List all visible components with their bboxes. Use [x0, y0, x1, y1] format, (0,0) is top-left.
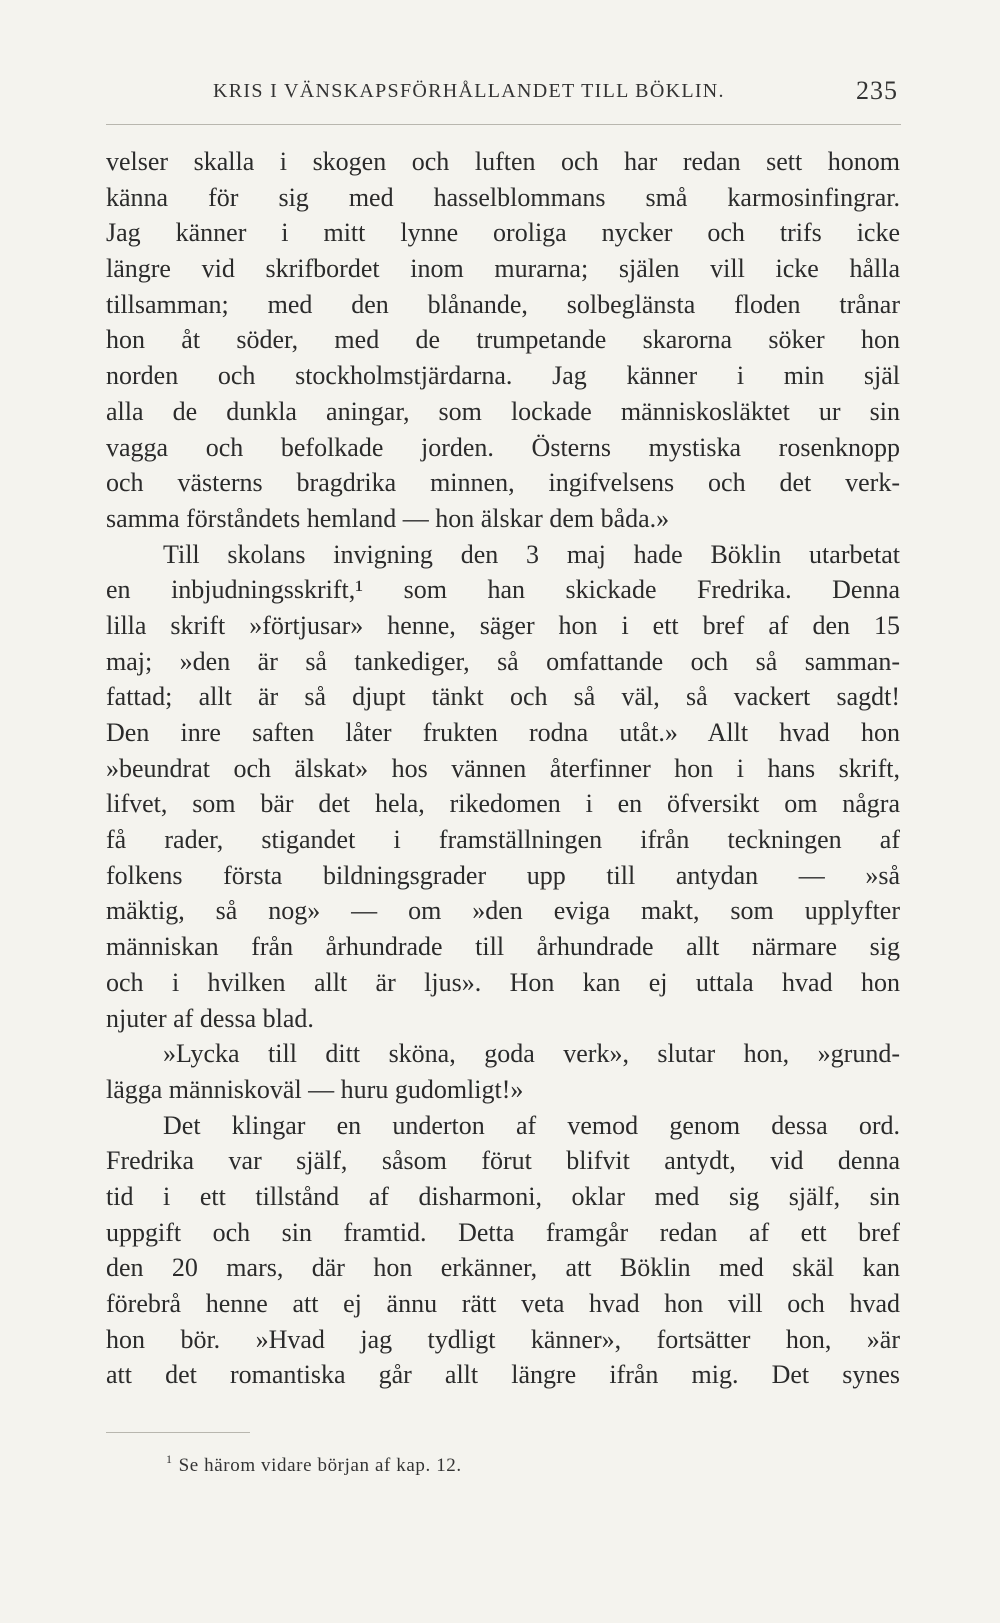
- text-line: att det romantiska går allt längre ifrån mig. Det synes: [106, 1360, 900, 1390]
- running-head: [213, 76, 898, 110]
- text-line: fattad; allt är så djupt tänkt och så väl, så vackert sagdt!: [106, 682, 900, 712]
- text-line: uppgift och sin framtid. Detta framgår redan af ett bref: [106, 1217, 900, 1247]
- text-line: den 20 mars, där hon erkänner, att Böklin med skäl kan: [106, 1253, 900, 1283]
- running-title: KRIS I VÄNSKAPSFÖRHÅLLANDET TILL BÖKLIN.: [213, 80, 725, 102]
- text-line: hon åt söder, med de trumpetande skarorna söker hon: [106, 325, 900, 355]
- text-line: lilla skrift »förtjusar» henne, säger hon i ett bref af den 15: [106, 610, 900, 640]
- text-line: en inbjudningsskrift,¹ som han skickade Fredrika. Denna: [106, 575, 900, 605]
- text-line: och i hvilken allt är ljus». Hon kan ej uttala hvad hon: [106, 967, 900, 997]
- text-line: vagga och befolkade jorden. Österns mystiska rosenknopp: [106, 432, 900, 462]
- text-line: få rader, stigandet i framställningen ifrån teckningen af: [106, 825, 900, 855]
- text-line: människan från århundrade till århundrade allt närmare sig: [106, 932, 900, 962]
- text-line: »Lycka till ditt sköna, goda verk», slutar hon, »grund-: [163, 1039, 900, 1069]
- text-line: tillsamman; med den blånande, solbeglänsta floden trånar: [106, 289, 900, 319]
- body-text: [106, 144, 900, 1393]
- footnote-marker: 1: [166, 1452, 173, 1466]
- text-line: Till skolans invigning den 3 maj hade Böklin utarbetat: [163, 539, 900, 569]
- header-rule: [106, 124, 901, 125]
- text-line: njuter af dessa blad.: [106, 1003, 314, 1033]
- text-line: känna för sig med hasselblommans små karmosinfingrar.: [106, 182, 900, 212]
- text-line: mäktig, så nog» — om »den eviga makt, som upplyfter: [106, 896, 900, 926]
- footnote-text: Se härom vidare början af kap. 12.: [178, 1455, 462, 1476]
- text-line: Det klingar en underton af vemod genom dessa ord.: [163, 1110, 900, 1140]
- text-line: norden och stockholmstjärdarna. Jag känner i min själ: [106, 361, 900, 391]
- text-line: Fredrika var själf, såsom förut blifvit antydt, vid denna: [106, 1146, 900, 1176]
- text-line: velser skalla i skogen och luften och har redan sett honom: [106, 147, 900, 176]
- text-line: tid i ett tillstånd af disharmoni, oklar med sig själf, sin: [106, 1181, 900, 1211]
- text-line: alla de dunkla aningar, som lockade människosläktet ur sin: [106, 396, 900, 426]
- footnote-rule: [106, 1432, 250, 1433]
- text-line: längre vid skrifbordet inom murarna; själen vill icke hålla: [106, 254, 900, 284]
- text-line: Den inre saften låter frukten rodna utåt.» Allt hvad hon: [106, 718, 900, 747]
- page-number: 235: [856, 76, 898, 105]
- text-line: och västerns bragdrika minnen, ingifvelsens och det verk-: [106, 468, 900, 498]
- text-line: samma förståndets hemland — hon älskar dem båda.»: [106, 503, 670, 533]
- text-line: maj; »den är så tankediger, så omfattande och så samman-: [106, 646, 900, 676]
- footnote: [166, 1452, 462, 1477]
- text-line: folkens första bildningsgrader upp till antydan — »så: [106, 860, 900, 890]
- text-line: hon bör. »Hvad jag tydligt känner», fortsätter hon, »är: [106, 1324, 900, 1354]
- text-line: »beundrat och älskat» hos vännen återfinner hon i hans skrift,: [106, 753, 900, 783]
- text-line: lifvet, som bär det hela, rikedomen i en öfversikt om några: [106, 789, 900, 819]
- text-line: lägga människoväl — huru gudomligt!»: [106, 1074, 524, 1104]
- text-line: Jag känner i mitt lynne oroliga nycker och trifs icke: [106, 218, 900, 248]
- text-line: förebrå henne att ej ännu rätt veta hvad hon vill och hvad: [106, 1289, 900, 1318]
